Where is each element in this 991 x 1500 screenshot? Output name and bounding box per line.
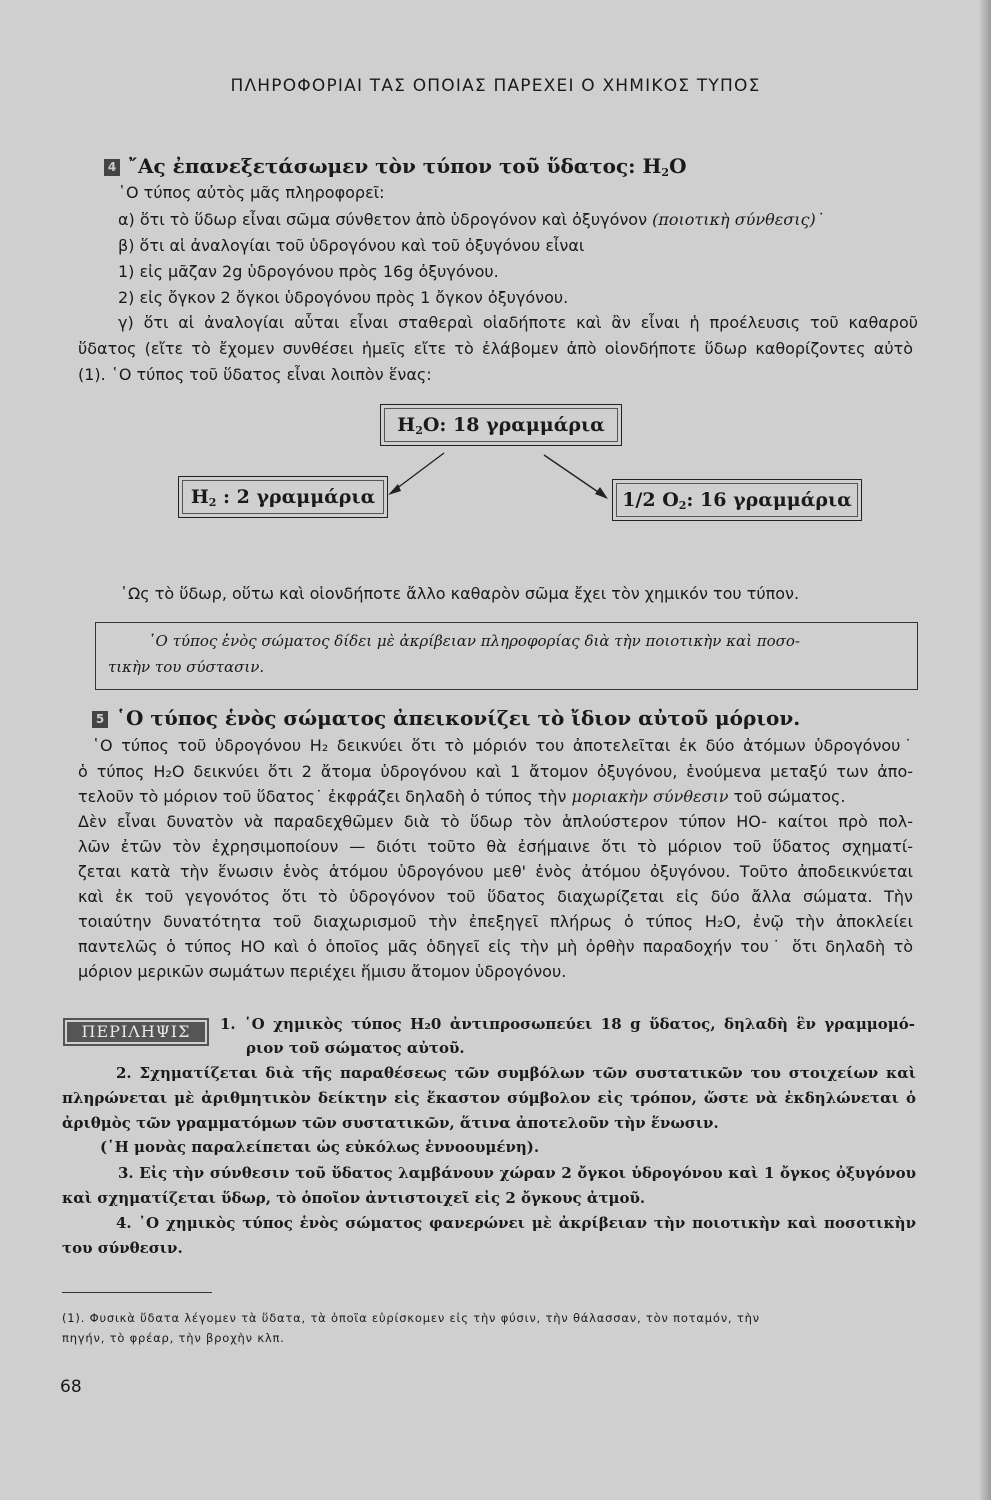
s5-line3-italic: μοριακὴν σύνθεσιν	[571, 787, 729, 806]
s5-line10: μόριον μερικῶν σωμάτων περιέχει ἥμισυ ἄτομον ὑδρογόνου.	[78, 962, 567, 981]
running-header: ΠΛΗΡΟΦΟΡΙΑΙ ΤΑΣ ΟΠΟΙΑΣ ΠΑΡΕΧΕΙ Ο ΧΗΜΙΚΟΣ ΤΥΠΟΣ	[230, 76, 761, 96]
summary-p3-line1: 3. Εἰς τὴν σύνθεσιν τοῦ ὕδατος λαμβάνουν χώραν 2 ὄγκοι ὑδρογόνου καὶ 1 ὄγκος ὀξυγόνου	[118, 1164, 916, 1182]
diagram-left-text: : 2 γραμμάρια	[216, 486, 376, 508]
summary-p2-line2: πληρώνεται μὲ ἀριθμητικὸν δείκτην εἰς ἕκαστον σύμβολον εἰς τρόπον, ὥστε νὰ ἐκδηλώνεται ὁ	[62, 1089, 916, 1107]
arrow-right-head	[595, 487, 608, 499]
s5-line1: ῾Ο τύπος τοῦ ὑδρογόνου H₂ δεικνύει ὅτι τὸ μόριόν του ἀποτελεῖται ἐκ δύο ἀτόμων ὑδρογόνου˙	[92, 736, 912, 755]
summary-p2-line3: ἀριθμὸς τῶν γραμματόμων τῶν συστατικῶν, ἅτινα ἀποτελοῦν τὴν ἕνωσιν.	[62, 1114, 719, 1132]
diagram-top-sub: 2	[415, 424, 423, 437]
point-g-line3: (1). ῾Ο τύπος τοῦ ὕδατος εἶναι λοιπὸν ἕνας:	[78, 365, 432, 384]
diagram-right-symbol: 1/2 O	[622, 489, 679, 511]
summary-p2-line4: (῾Η μονὰς παραλείπεται ὡς εὐκόλως ἐννοουμένη).	[100, 1138, 540, 1156]
summary-p3-line2: καὶ σχηματίζεται ὕδωρ, τὸ ὁποῖον ἀντιστοιχεῖ εἰς 2 ὄγκους ἀτμοῦ.	[62, 1189, 646, 1207]
definition-line2: τικὴν του σύστασιν.	[108, 658, 265, 676]
footnote-line2: πηγήν, τὸ φρέαρ, τὴν βροχὴν κλπ.	[62, 1331, 285, 1345]
section-4-title: ῎Ας ἐπανεξετάσωμεν τὸν τύπον τοῦ ὕδατος: H	[128, 154, 662, 178]
diagram-top-symbol: H	[397, 414, 416, 436]
section-4-title-end: O	[669, 154, 687, 178]
s5-line3-a: τελοῦν τὸ μόριον τοῦ ὕδατος˙ ἐκφράζει δηλαδὴ ὁ τύπος τὴν	[78, 787, 572, 806]
summary-p4-line2: του σύνθεσιν.	[62, 1239, 183, 1257]
s5-line7: καὶ ἐκ τοῦ γεγονότος ὅτι τὸ ὑδρογόνον τοῦ ὕδατος διαχωρίζεται εἰς δύο ἄλλα σώματα. Τὴν	[78, 887, 913, 906]
point-g-line2: ὕδατος (εἴτε τὸ ἔχομεν συνθέσει ἡμεῖς εἴτε τὸ ἐλάβομεν ἀπὸ οἱονδήποτε ὕδωρ καθορίζοντες αὐτὸ	[78, 339, 913, 358]
s5-line5: λῶν ἐτῶν τὸν ἐχρησιμοποίουν — διότι τοῦτο θὰ ἐσήμαινε ὅτι τὸ μόριον τοῦ ὕδατος σχηματί-	[78, 837, 913, 856]
point-a-text: α) ὅτι τὸ ὕδωρ εἶναι σῶμα σύνθετον ἀπὸ ὑδρογόνον καὶ ὀξυγόνον	[118, 210, 653, 229]
diagram-top-text: O: 18 γραμμάρια	[422, 414, 605, 436]
summary-p1-line1: 1. ῾Ο χημικὸς τύπος H₂0 ἀντιπροσωπεύει 18 g ὕδατος, δηλαδὴ ἓν γραμμομό-	[220, 1015, 915, 1033]
point-a-italic: (ποιοτικὴ σύνθεσις)˙	[652, 210, 824, 229]
section-4-title-sub: 2	[661, 166, 670, 179]
s5-line2: ὁ τύπος H₂O δεικνύει ὅτι 2 ἄτομα ὑδρογόνου καὶ 1 ἄτομον ὀξυγόνου, ἑνούμενα μεταξύ των ἀπο-	[78, 762, 913, 781]
point-b: β) ὅτι αἱ ἀναλογίαι τοῦ ὑδρογόνου καὶ τοῦ ὀξυγόνου εἶναι	[118, 236, 585, 255]
section-4-number: 4	[104, 159, 120, 176]
arrow-left-line	[392, 453, 444, 492]
page-number: 68	[60, 1377, 82, 1397]
s5-line9: παντελῶς ὁ τύπος HO καὶ ὁ ὁποῖος μᾶς ὁδηγεῖ εἰς τὴν μὴ ὀρθὴν παραδοχήν του˙ ὅτι δηλαδὴ τὸ	[78, 937, 913, 956]
definition-box	[95, 622, 918, 690]
footnote-line1: (1). Φυσικὰ ὕδατα λέγομεν τὰ ὕδατα, τὰ ὁποῖα εὑρίσκομεν εἰς τὴν φύσιν, τὴν θάλασσαν, τὸν ποταμόν, τὴν	[62, 1311, 760, 1325]
intro-line: ῾Ο τύπος αὐτὸς μᾶς πληροφορεῖ:	[118, 183, 385, 202]
section-5-number: 5	[92, 711, 108, 728]
s5-line3-b: τοῦ σώματος.	[728, 787, 846, 806]
summary-p1-line2: ριον τοῦ σώματος αὐτοῦ.	[246, 1039, 465, 1057]
point-b2: 2) εἰς ὄγκον 2 ὄγκοι ὑδρογόνου πρὸς 1 ὄγκον ὀξυγόνου.	[118, 288, 569, 307]
after-diagram-text: ῾Ως τὸ ὕδωρ, οὕτω καὶ οἱονδήποτε ἄλλο καθαρὸν σῶμα ἔχει τὸν χημικόν του τύπον.	[120, 584, 800, 603]
point-b1: 1) εἰς μᾶζαν 2g ὑδρογόνου πρὸς 16g ὀξυγόνου.	[118, 262, 499, 281]
diagram-right-sub: 2	[678, 499, 687, 512]
diagram-left-symbol: H	[190, 486, 209, 508]
s5-line8: τοιαύτην δυνατότητα τοῦ διαχωρισμοῦ τὴν ἐπεξηγεῖ πλήρως ὁ τύπος H₂O, ἐνῷ τὴν ἀποκλείει	[78, 912, 913, 931]
arrow-left-head	[388, 484, 401, 495]
section-5-heading	[92, 706, 800, 730]
diagram-right-text: : 16 γραμμάρια	[686, 489, 852, 511]
s5-line6: ζεται κατὰ τὴν ἕνωσιν ἑνὸς ἀτόμου ὑδρογόνου μεθ' ἑνὸς ἀτόμου ὀξυγόνου. Τοῦτο ἀποδεικνύεται	[78, 862, 913, 881]
summary-badge: ΠΕΡΙΛΗΨΙΣ	[63, 1018, 209, 1046]
summary-p4-line1: 4. ῾Ο χημικὸς τύπος ἑνὸς σώματος φανερώνει μὲ ἀκρίβειαν τὴν ποιοτικὴν καὶ ποσοτικὴν	[116, 1214, 916, 1232]
s5-line3	[78, 786, 845, 808]
definition-line1: ῾Ο τύπος ἑνὸς σώματος δίδει μὲ ἀκρίβειαν πληροφορίας διὰ τὴν ποιοτικὴν καὶ ποσο-	[148, 632, 800, 650]
section-5-title: ῾Ο τύπος ἑνὸς σώματος ἀπεικονίζει τὸ ἴδιον αὐτοῦ μόριον.	[116, 706, 801, 730]
arrow-right-line	[544, 455, 604, 496]
s5-line4: Δὲν εἶναι δυνατὸν νὰ παραδεχθῶμεν διὰ τὸ ὕδωρ τὸν ἁπλούστερον τύπον HO- καίτοι πρὸ πολ-	[78, 812, 913, 831]
footnote-rule	[62, 1292, 212, 1293]
summary-p2-line1: 2. Σχηματίζεται διὰ τῆς παραθέσεως τῶν συμβόλων τῶν συστατικῶν του στοιχείων καὶ	[116, 1064, 916, 1082]
diagram-left-sub: 2	[208, 496, 217, 509]
point-g-line1: γ) ὅτι αἱ ἀναλογίαι αὗται εἶναι σταθεραὶ οἱαδήποτε καὶ ἂν εἶναι ἡ προέλευσις τοῦ καθαροῦ	[118, 313, 918, 332]
